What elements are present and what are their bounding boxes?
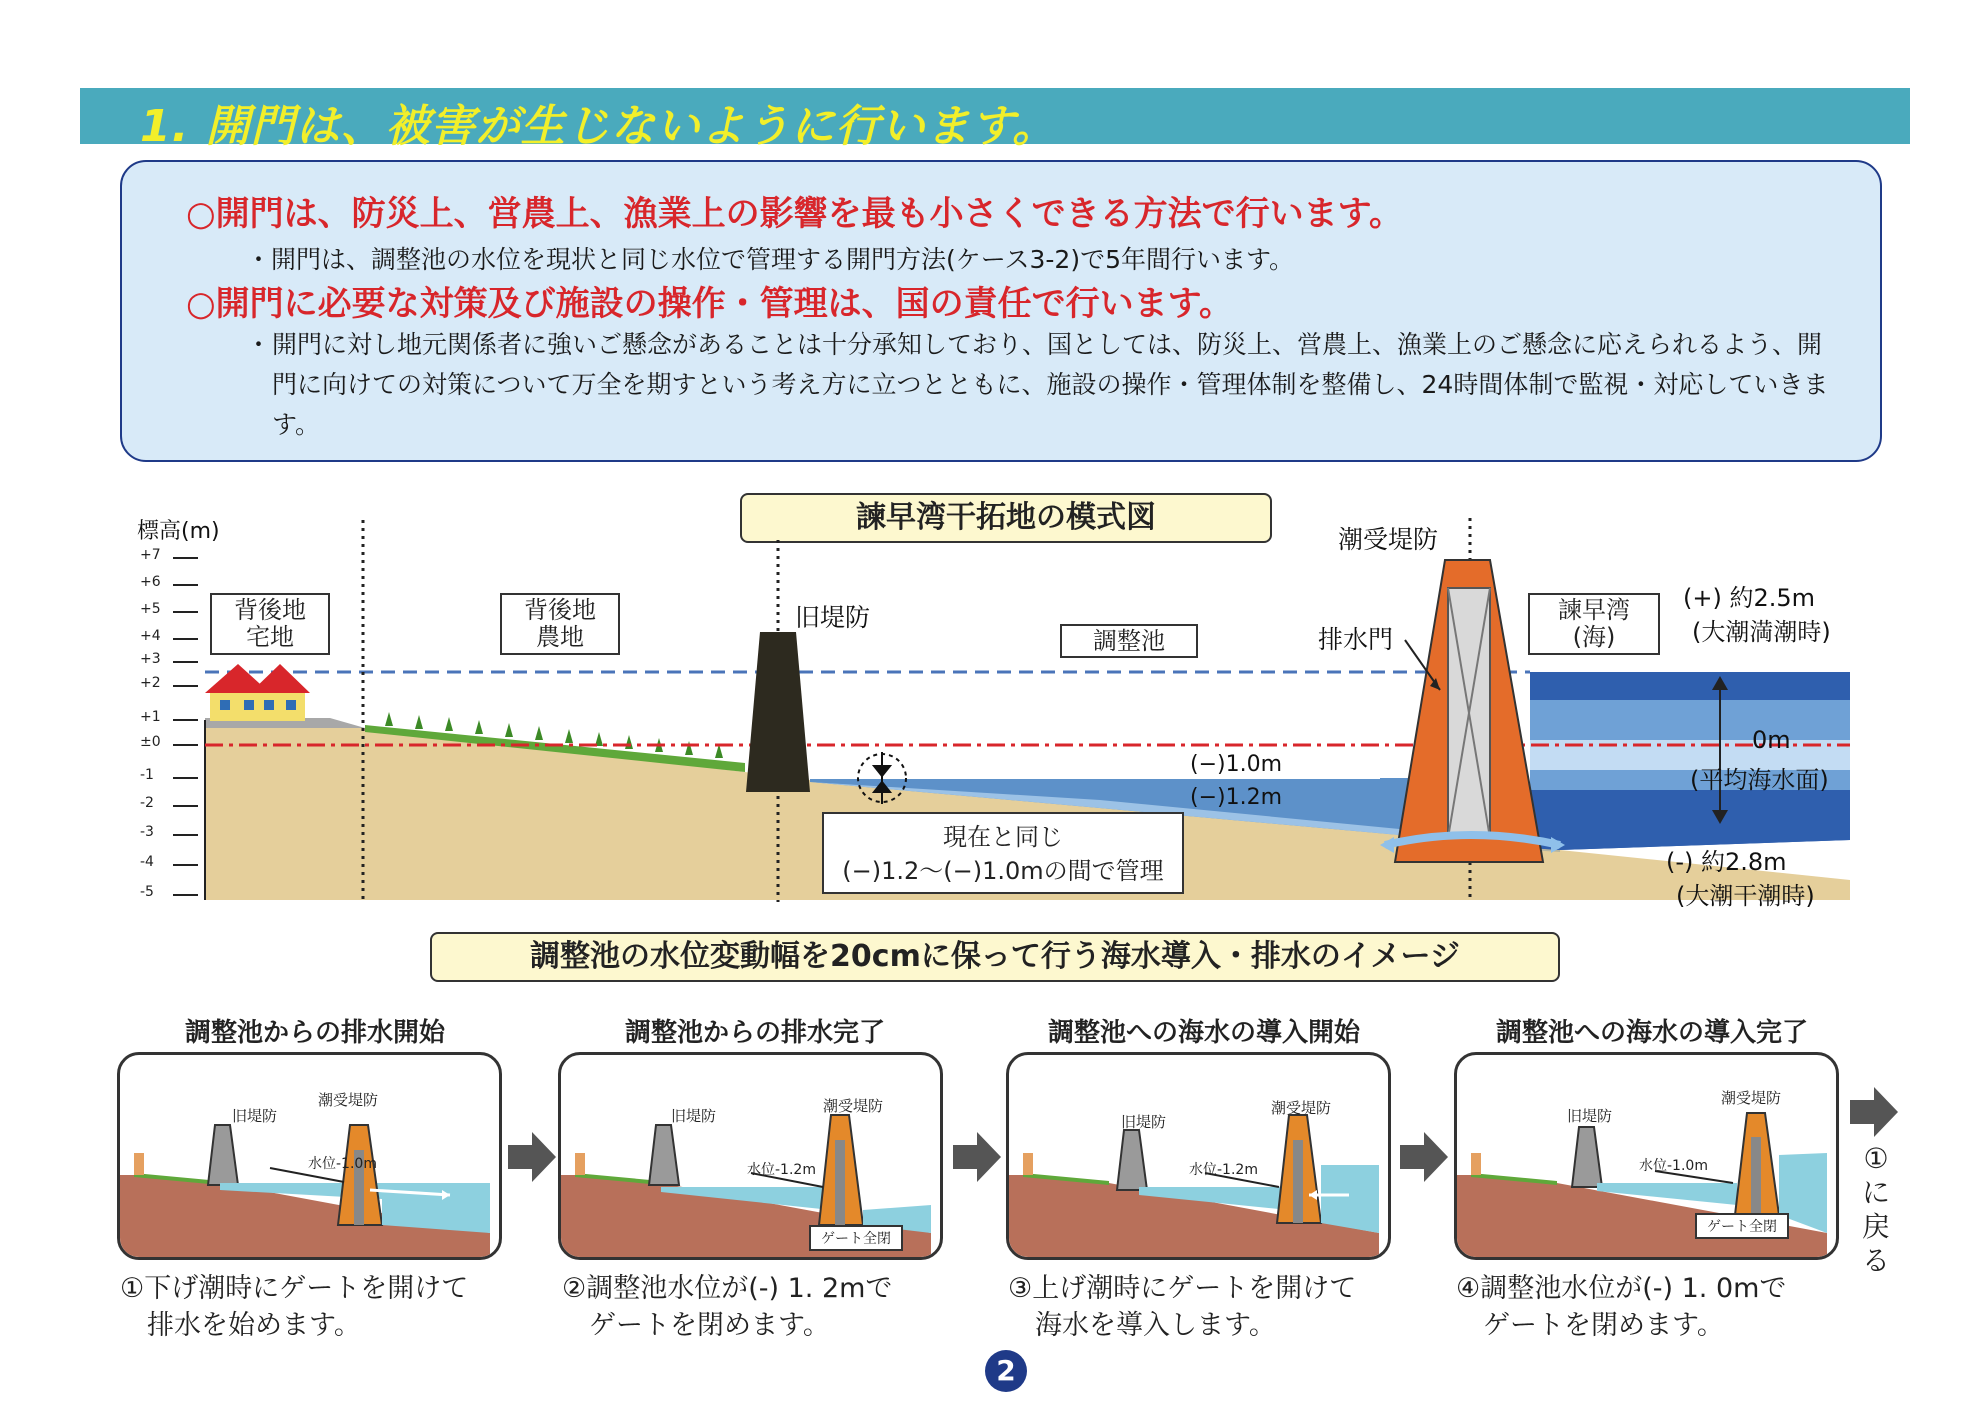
step-4-tide-label: 潮受堤防 <box>1721 1089 1782 1107</box>
bay-label: 諫早湾 (海) <box>1528 593 1660 655</box>
high-tide-value: (+) 約2.5m <box>1683 584 1816 612</box>
step-2-old-label: 旧堤防 <box>671 1107 717 1125</box>
management-line-1: 現在と同じ <box>943 823 1063 851</box>
step-2-level: 水位-1.2m <box>747 1162 816 1178</box>
reservoir-label: 調整池 <box>1060 624 1198 658</box>
level-a-label: (−)1.0m <box>1190 752 1283 777</box>
step-4-caption: ④調整池水位が(-) 1. 0mで ゲートを閉めます。 <box>1456 1273 1787 1341</box>
tide-embankment-label: 潮受堤防 <box>1338 525 1439 554</box>
right-arrow-icon <box>508 1087 1898 1182</box>
drain-gate-label: 排水門 <box>1318 625 1394 654</box>
zone-residential-label: 背後地 宅地 <box>210 593 330 655</box>
step-2-gate-closed-badge: ゲート全閉 <box>809 1225 903 1251</box>
step-1-tide-label: 潮受堤防 <box>318 1091 379 1109</box>
step-1-title: 調整池からの排水開始 <box>184 1018 445 1048</box>
mean-sea-value: 0m <box>1752 726 1791 754</box>
level-b-label: (−)1.2m <box>1190 785 1283 810</box>
step-3-title: 調整池への海水の導入開始 <box>1047 1018 1360 1048</box>
step-1-level: 水位-1.0m <box>308 1156 377 1172</box>
return-to-step-1: ①に戻る <box>1861 1142 1890 1277</box>
step-3-caption: ③上げ潮時にゲートを開けて 海水を導入します。 <box>1008 1273 1357 1341</box>
step-1-caption: ①下げ潮時にゲートを開けて 排水を始めます。 <box>120 1273 469 1341</box>
low-tide-label: (大潮干潮時) <box>1676 882 1815 910</box>
step-1-old-label: 旧堤防 <box>232 1107 278 1125</box>
step-2-tide-label: 潮受堤防 <box>823 1097 884 1115</box>
step-4-level: 水位-1.0m <box>1639 1158 1708 1174</box>
diagram-title: 諫早湾干拓地の模式図 <box>740 493 1272 543</box>
step-4-old-label: 旧堤防 <box>1567 1107 1613 1125</box>
process-title: 調整池の水位変動幅を20cmに保って行う海水導入・排水のイメージ <box>430 932 1560 982</box>
axis-title: 標高(m) <box>137 519 220 544</box>
management-line-2: (−)1.2〜(−)1.0mの間で管理 <box>842 857 1164 885</box>
step-4-gate-closed-badge: ゲート全閉 <box>1695 1213 1789 1239</box>
info-heading-2: ○開門に必要な対策及び施設の操作・管理は、国の責任で行います。 <box>186 284 1233 324</box>
step-3-tide-label: 潮受堤防 <box>1271 1099 1332 1117</box>
info-bullet-2: 開門に対し地元関係者に強いご懸念があることは十分承知しており、国としては、防災上、営農上、漁業上のご懸念に応えられるよう、開門に向けての対策について万全を期すという考え方に立つとともに、施設の操作・管理体制を整備し、24時間体制で監視・対応していきます。 <box>272 330 1829 439</box>
step-2-caption: ②調整池水位が(-) 1. 2mで ゲートを閉めます。 <box>562 1273 893 1341</box>
step-2-title: 調整池からの排水完了 <box>624 1018 885 1048</box>
low-tide-value: (-) 約2.8m <box>1666 848 1787 876</box>
step-3-level: 水位-1.2m <box>1189 1162 1258 1178</box>
high-tide-label: (大潮満潮時) <box>1692 618 1831 646</box>
zone-farmland-label: 背後地 農地 <box>500 593 620 655</box>
mean-sea-label: (平均海水面) <box>1690 766 1829 794</box>
info-heading-1: ○開門は、防災上、営農上、漁業上の影響を最も小さくできる方法で行います。 <box>186 194 1403 234</box>
step-3-old-label: 旧堤防 <box>1121 1113 1167 1131</box>
info-bullet-1: ・開門は、調整池の水位を現状と同じ水位で管理する開門方法(ケース3-2)で5年間行います。 <box>246 245 1294 274</box>
step-4-title: 調整池への海水の導入完了 <box>1495 1018 1808 1048</box>
old-embankment-label: 旧堤防 <box>795 603 871 632</box>
page-number: 2 <box>985 1350 1027 1392</box>
page-title: 1. 開門は、被害が生じないように行います。 <box>140 101 1058 152</box>
info-bullet-2-marker: ・ <box>246 330 272 359</box>
